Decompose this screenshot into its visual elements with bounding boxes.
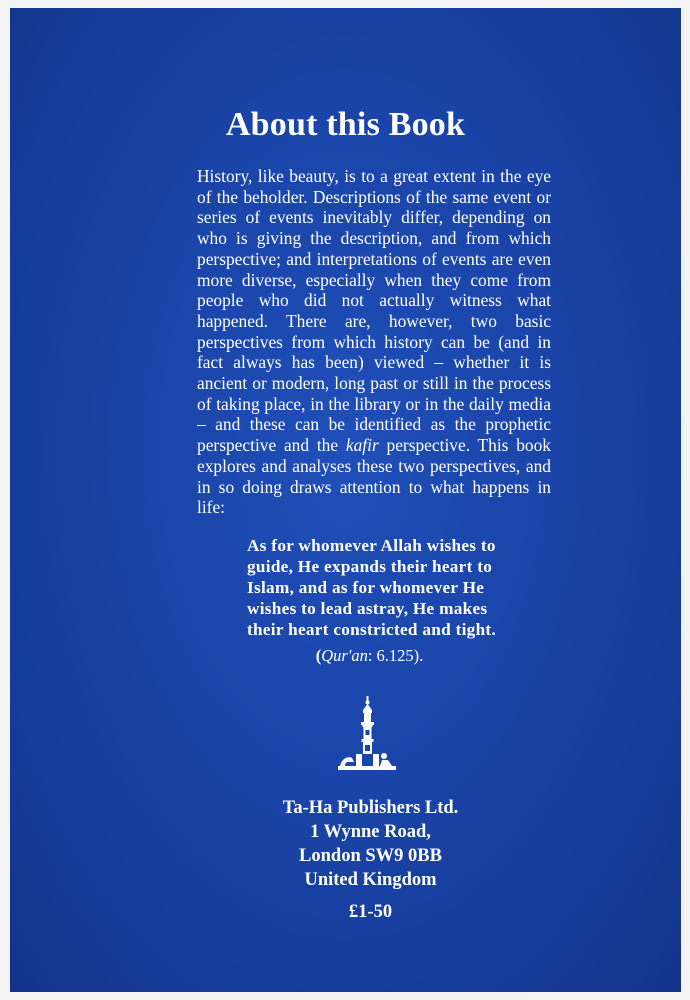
minaret-logo-icon xyxy=(336,696,400,774)
address-line-3: United Kingdom xyxy=(304,870,437,890)
quote-ref-open: ( xyxy=(315,646,322,665)
quote-ref-source: Qur'an xyxy=(321,646,368,665)
back-cover xyxy=(10,8,681,992)
publisher-address xyxy=(10,796,681,892)
publisher-name: Ta-Ha Publishers Ltd. xyxy=(282,798,459,818)
address-line-2: London SW9 0BB xyxy=(299,846,442,866)
quran-quote: As for whomever Allah wishes to guide, He expands their heart to Islam, and as for whomever He wishes to lead astray, He makes their heart constricted and tight. xyxy=(247,536,497,639)
address-line-1: 1 Wynne Road, xyxy=(310,822,431,842)
page-title: About this Book xyxy=(225,106,466,143)
quote-reference xyxy=(10,646,681,666)
quote-ref-rest: : 6.125). xyxy=(367,646,424,665)
description-italic-term: kafir xyxy=(345,435,379,456)
book-description xyxy=(197,166,551,518)
description-text-end: perspective. This book explores and analyses these two perspectives, and in so doing draws attention to what happens in life: xyxy=(197,435,551,518)
price-label: £1-50 xyxy=(348,902,393,922)
description-text: History, like beauty, is to a great extent in the eye of the beholder. Descriptions of the same event or series of events inevitably differ, depending on who is giving the description, and from which perspective; and interpretations of events are even more diverse, especially when they come from people who did not actually witness what happened. There are, however, two basic perspectives from which history can be (and in fact always has been) viewed – whether it is ancient or modern, long past or still in the process of taking place, in the library or in the daily media – and these can be identified as the prophetic perspective and the xyxy=(197,166,551,456)
